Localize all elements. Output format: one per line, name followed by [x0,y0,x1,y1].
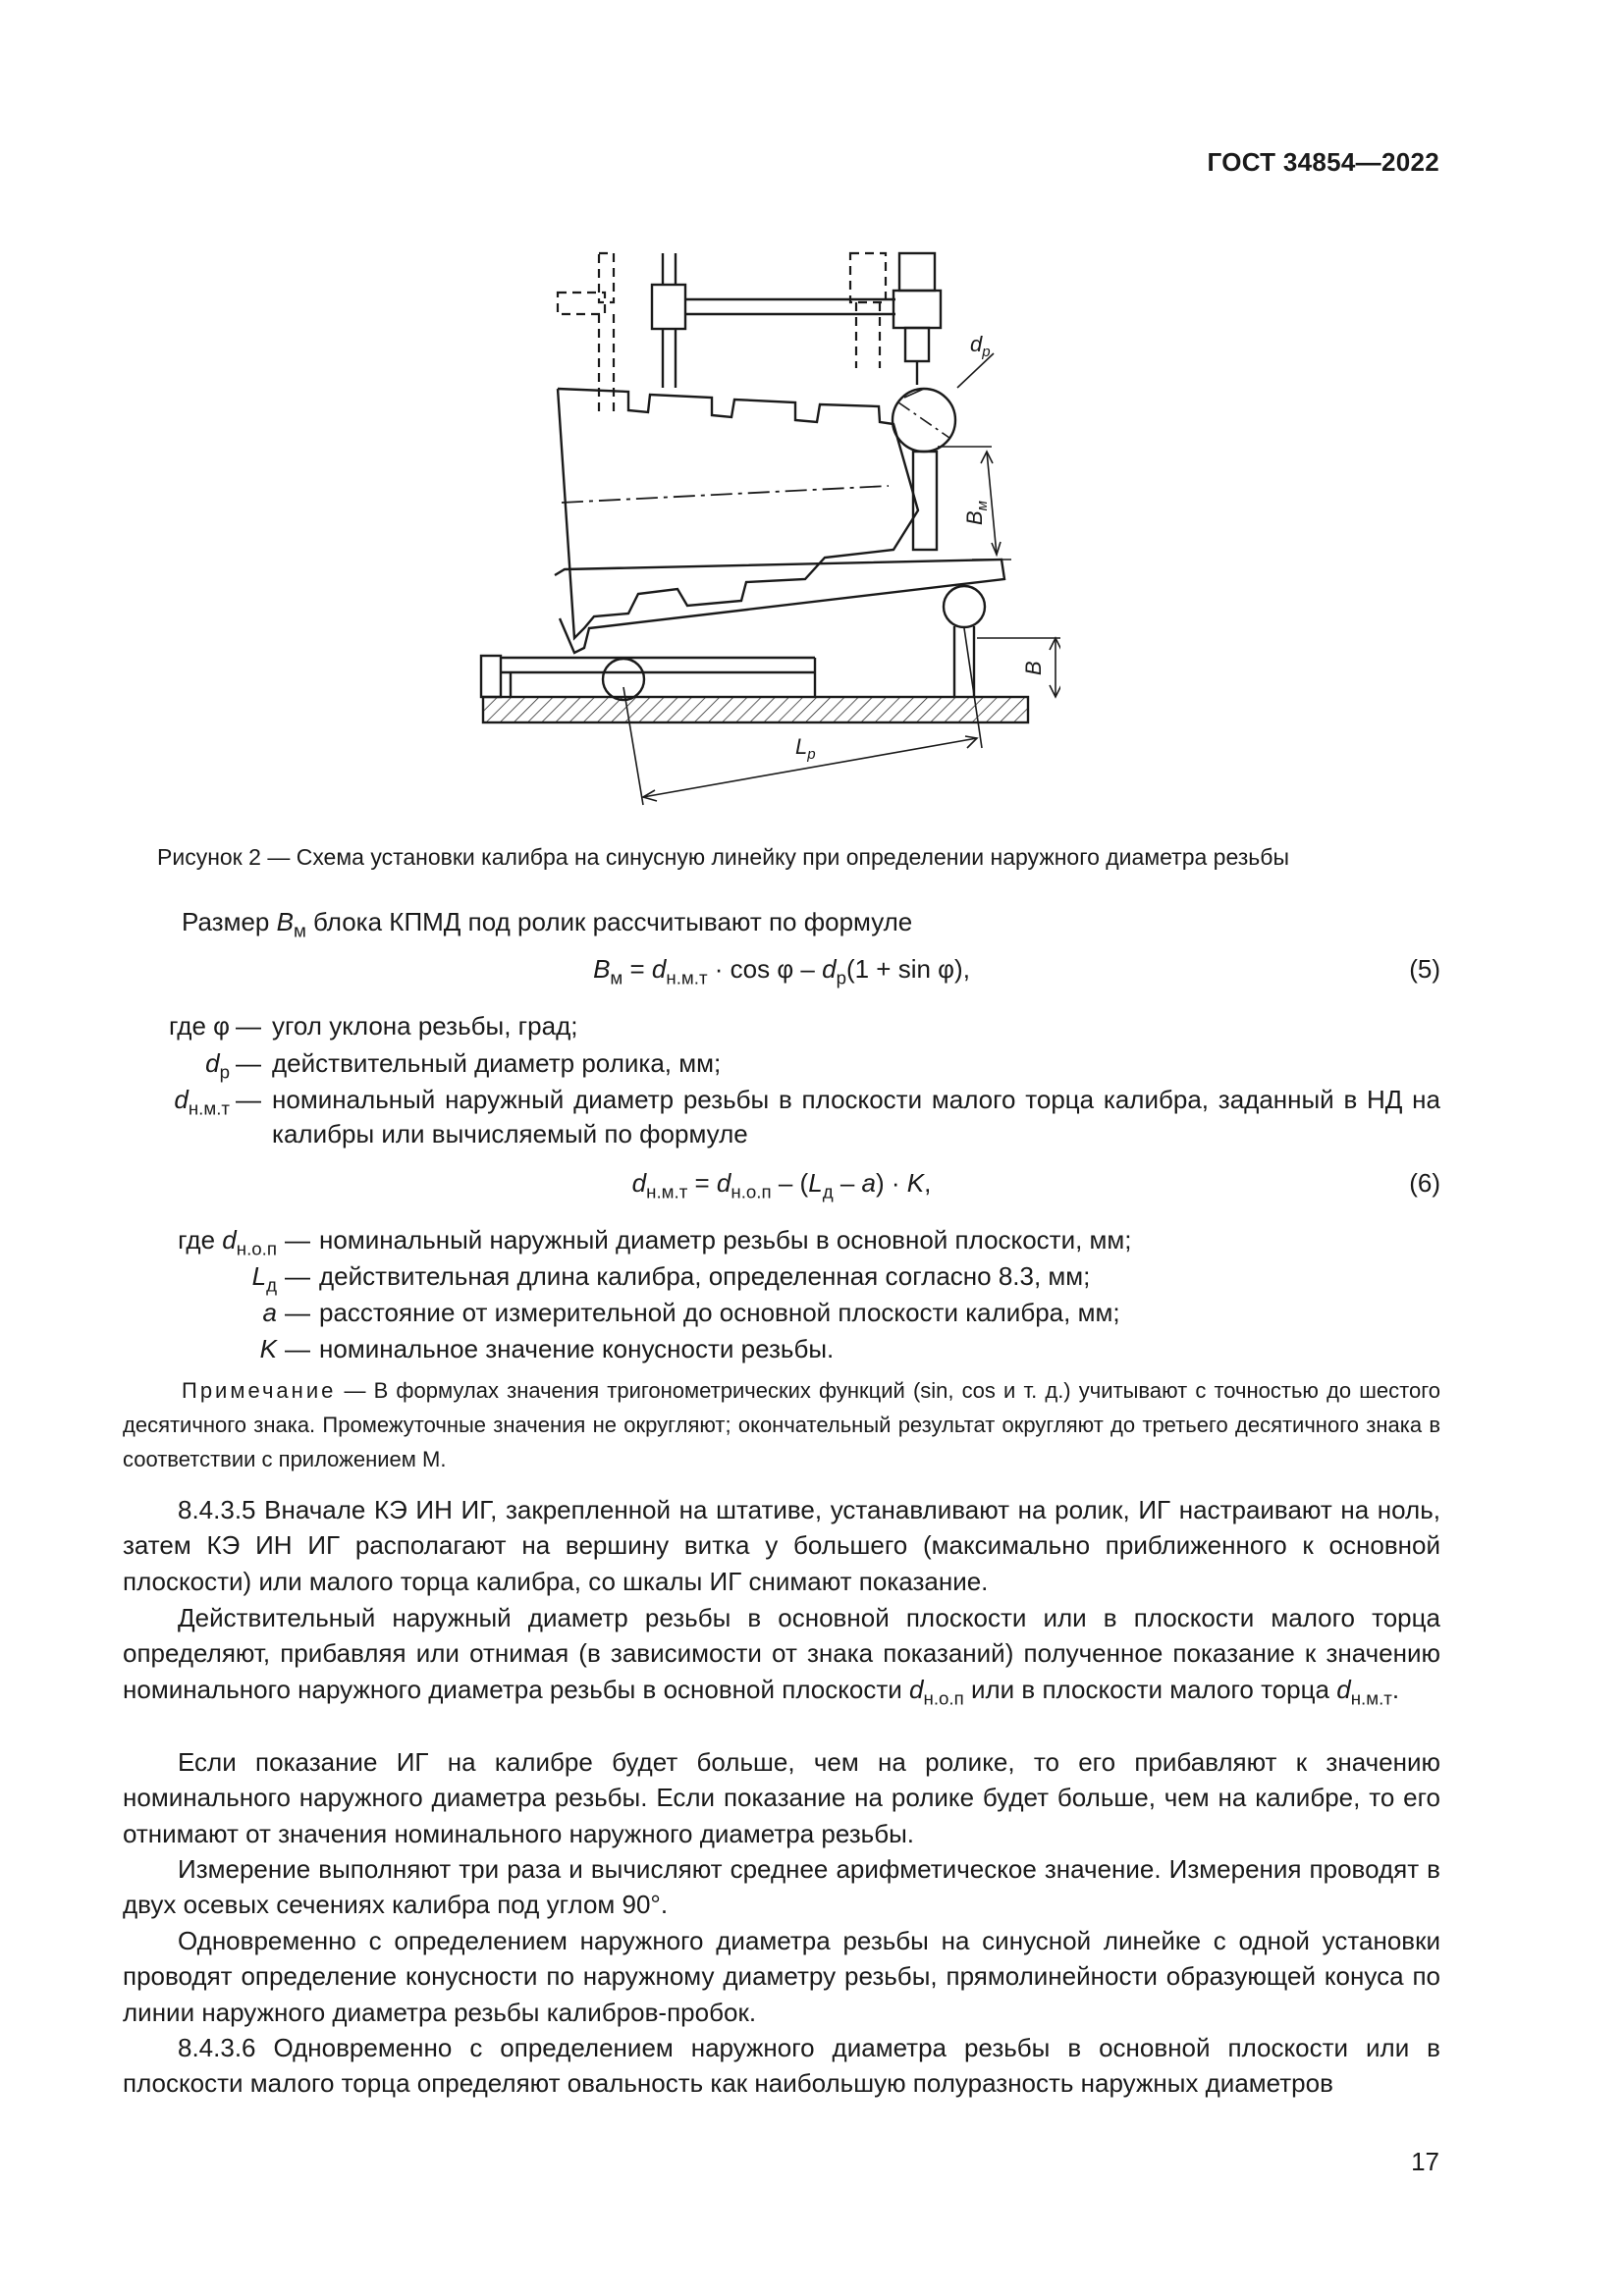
where-row: a — расстояние от измерительной до основной плоскости калибра, мм; [262,1298,1120,1327]
page-number: 17 [1411,2147,1439,2176]
formula-6: $d_{н.м.т} = d_{н.о.п} - (L_д - a) \cdot K$, (6) [631,1168,1440,1202]
formula-5: $B_м = d_{н.м.т} \cdot \cos \varphi - d_р(1 + \sin \varphi)$, (5) [593,954,1440,988]
roller-top [893,353,994,452]
label-bm: $B_м$ [962,501,991,525]
stand-dashed-outline [558,253,886,412]
intro-line: Размер $B_м$ блока КПМД под ролик рассчитывают по формуле [182,907,913,941]
label-lp: $L_р$ [795,734,816,763]
threaded-gauge [558,389,918,638]
base-rail [481,656,815,697]
label-dp: $d_р$ [970,332,991,360]
gauge-block-bm [913,447,1011,560]
standard-number: ГОСТ 34854—2022 [1207,147,1439,177]
where-row: K — номинальное значение конусности резьбы. [259,1334,835,1363]
where-row: где φ — угол уклона резьбы, град; [168,1011,578,1041]
label-b: B [1021,661,1046,675]
paragraph: 8.4.3.6 Одновременно с определением наружного диаметра резьбы в основной плоскости или в плоскости малого торца определяют овальность как наибольшую полуразность наружных диаметров [123,2033,1440,2099]
paragraph: 8.4.3.5 Вначале КЭ ИН ИГ, закрепленной на штативе, устанавливают на ролик, ИГ настраивают на ноль, затем КЭ ИН ИГ располагают на вершину витка у большего (максимально приближенного к основной плоскости) или малого торца калибра, со шкалы ИГ снимают показание. [123,1495,1440,1596]
stand [652,253,895,388]
note-block: Примечание — В формулах значения тригонометрических функций (sin, cos и т. д.) учитывают с точностью до шестого десятичного знака. Промежуточные значения не округляют; окончательный результат округляют до третьего десятичного знака в соответствии с приложением М. [123,1378,1440,1471]
roller-left [603,659,644,700]
figure-caption: Рисунок 2 — Схема установки калибра на синусную линейку при определении наружного диаметра резьбы [157,844,1289,870]
sine-bar-plate [555,560,1004,653]
roller-right [944,586,985,627]
surface-plate [483,697,1028,722]
where-row: где $d_{н.о.п}$ — номинальный наружный диаметр резьбы в основной плоскости, мм; [178,1225,1132,1259]
where-row: $L_д$ — действительная длина калибра, определенная согласно 8.3, мм; [251,1261,1091,1296]
dial-indicator [893,253,941,385]
where-row: $d_{н.м.т}$ — номинальный наружный диаметр резьбы в плоскости малого торца калибра, заданный в НД на калибры или вычисляемый по формуле [174,1085,1440,1149]
where-row: $d_р$ — действительный диаметр ролика, мм; [205,1048,722,1083]
paragraph: Действительный наружный диаметр резьбы в основной плоскости или в плоскости малого торца определяют, прибавляя или отнимая (в зависимости от знака показаний) полученное показание к значению номинального наружного диаметра резьбы в основной плоскости $d_{н.о.п}$ или в плоскости малого торца $d_{н.м.т}$. [123,1603,1440,1709]
paragraph: Если показание ИГ на калибре будет больше, чем на ролике, то его прибавляют к значению номинального наружного диаметра резьбы. Если показание на ролике будет больше, чем на калибре, то его отнимают от значения номинального наружного диаметра резьбы. [123,1747,1440,1848]
calibre-setup-diagram [471,245,1060,815]
paragraph: Одновременно с определением наружного диаметра резьбы на синусной линейке с одной установки проводят определение конусности по наружному диаметру резьбы, прямолинейности образующей конуса по линии наружного диаметра резьбы калибров-пробок. [123,1926,1440,2027]
equation-number: (5) [1409,954,1440,984]
paragraph: Измерение выполняют три раза и вычисляют среднее арифметическое значение. Измерения проводят в двух осевых сечениях калибра под углом 90°. [123,1854,1440,1920]
equation-number: (6) [1409,1168,1440,1198]
